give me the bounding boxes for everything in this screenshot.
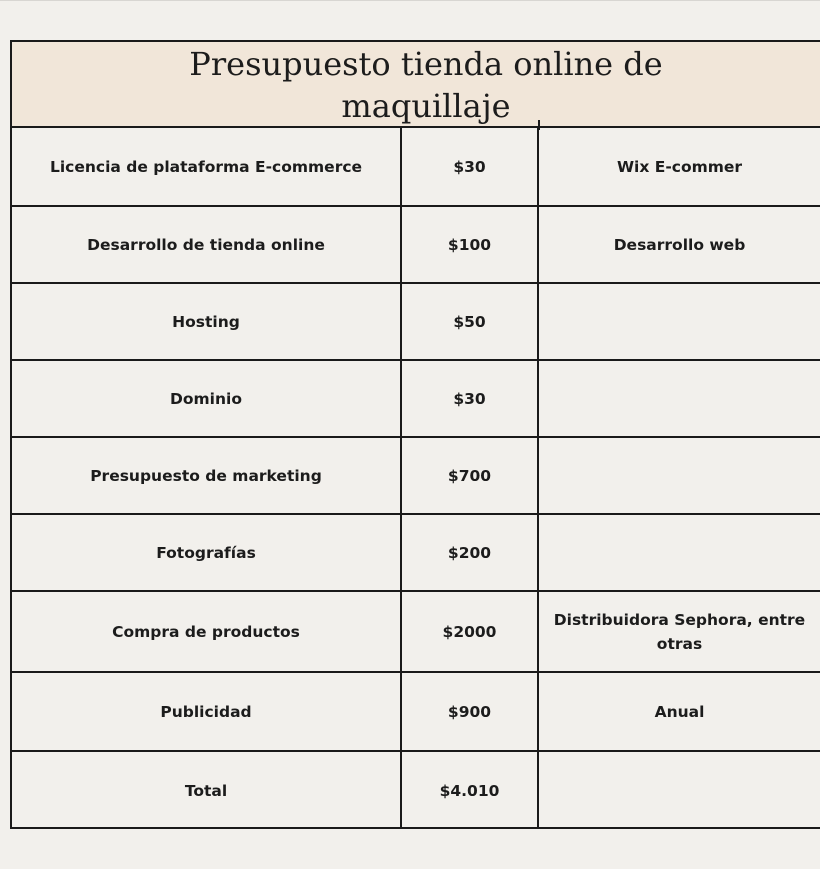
title-line-1: Presupuesto tienda online de bbox=[189, 45, 663, 83]
cell-note bbox=[539, 361, 820, 436]
table-row bbox=[12, 592, 820, 673]
table-row bbox=[12, 128, 820, 207]
cell-note bbox=[539, 438, 820, 513]
table-row bbox=[12, 284, 820, 361]
cell-note: Wix E-commer bbox=[616, 157, 743, 176]
cell-amount: $200 bbox=[402, 515, 539, 590]
cell-concept: Compra de productos bbox=[12, 592, 402, 671]
cell-note: Distribuidora Sephora, entre otras bbox=[553, 610, 806, 653]
cell-note bbox=[539, 284, 820, 359]
top-divider bbox=[0, 0, 820, 1]
cell-concept: Licencia de plataforma E-commerce bbox=[12, 128, 402, 205]
cell-concept: Desarrollo de tienda online bbox=[12, 207, 402, 282]
cell-amount: $50 bbox=[402, 284, 539, 359]
cell-note bbox=[539, 752, 820, 829]
budget-table bbox=[10, 40, 820, 829]
table-title bbox=[12, 42, 820, 127]
cell-amount: $2000 bbox=[402, 592, 539, 671]
cell-amount: $700 bbox=[402, 438, 539, 513]
table-row bbox=[12, 361, 820, 438]
cell-concept: Presupuesto de marketing bbox=[12, 438, 402, 513]
cell-note: Desarrollo web bbox=[613, 235, 746, 254]
cell-concept: Hosting bbox=[12, 284, 402, 359]
table-body bbox=[12, 128, 820, 829]
cell-amount: $100 bbox=[402, 207, 539, 282]
cell-concept: Dominio bbox=[12, 361, 402, 436]
table-row bbox=[12, 515, 820, 592]
cell-amount: $900 bbox=[402, 673, 539, 750]
table-row bbox=[12, 673, 820, 752]
table-row bbox=[12, 207, 820, 284]
cell-note: Anual bbox=[654, 702, 705, 721]
cell-amount: $30 bbox=[402, 361, 539, 436]
cell-amount: $4.010 bbox=[402, 752, 539, 829]
table-row bbox=[12, 438, 820, 515]
title-line-2: maquillaje bbox=[341, 87, 511, 125]
cell-amount: $30 bbox=[402, 128, 539, 205]
cell-concept: Publicidad bbox=[12, 673, 402, 750]
table-row-total bbox=[12, 752, 820, 829]
cell-concept: Fotografías bbox=[12, 515, 402, 590]
title-band bbox=[12, 42, 820, 128]
cell-concept: Total bbox=[12, 752, 402, 829]
cell-note bbox=[539, 515, 820, 590]
